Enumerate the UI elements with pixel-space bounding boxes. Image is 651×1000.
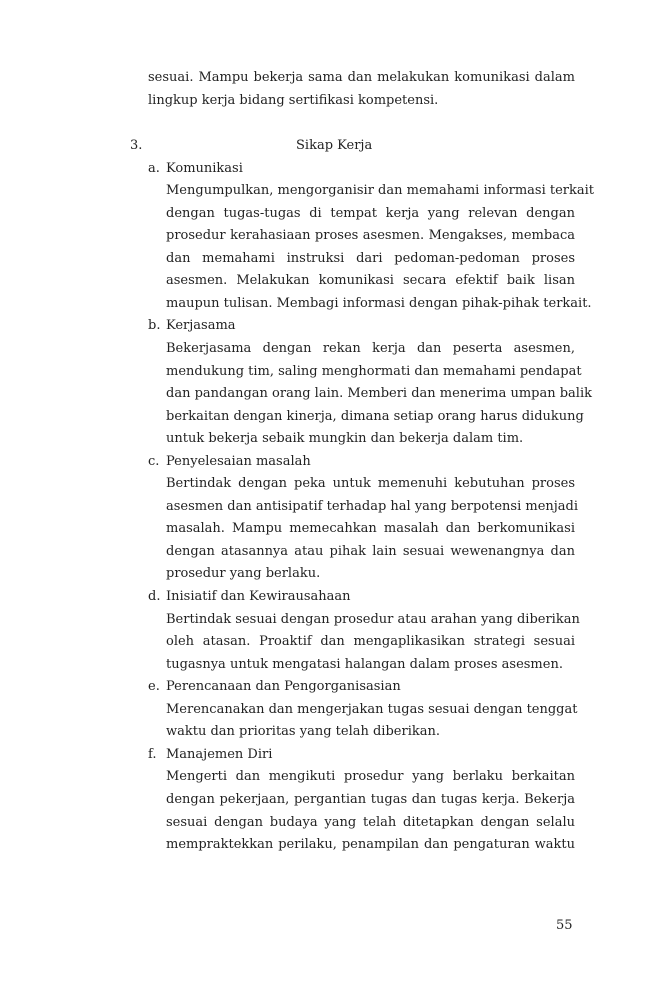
item-title: Kerjasama xyxy=(166,318,236,334)
item-heading xyxy=(0,451,651,474)
item-title: Komunikasi xyxy=(166,160,243,176)
paragraph-line: dan memahami instruksi dari pedoman-pedoman proses xyxy=(166,250,575,266)
paragraph-line: dengan tugas-tugas di tempat kerja yang relevan dengan xyxy=(166,205,575,221)
item-title: Penyelesaian masalah xyxy=(166,453,311,469)
paragraph-line: asesmen dan antisipatif terhadap hal yang berpotensi menjadi xyxy=(166,498,579,514)
paragraph-line: mempraktekkan perilaku, penampilan dan pengaturan waktu xyxy=(166,837,575,853)
item-letter: a. xyxy=(148,160,160,176)
paragraph-line: Bekerjasama dengan rekan kerja dan peserta asesmen, xyxy=(166,341,575,357)
paragraph-line: Bertindak sesuai dengan prosedur atau arahan yang diberikan xyxy=(166,611,580,627)
paragraph-line: oleh atasan. Proaktif dan mengaplikasikan strategi sesuai xyxy=(166,634,575,650)
paragraph-line: prosedur kerahasiaan proses asesmen. Mengakses, membaca xyxy=(166,228,575,244)
paragraph-line: masalah. Mampu memecahkan masalah dan berkomunikasi xyxy=(166,521,575,537)
page-number: 55 xyxy=(556,918,573,933)
section-title: Sikap Kerja xyxy=(296,138,373,154)
item-heading xyxy=(0,744,651,767)
paragraph-line: Merencanakan dan mengerjakan tugas sesuai dengan tenggat xyxy=(166,701,578,717)
item-heading xyxy=(0,158,651,181)
item-letter: d. xyxy=(148,589,161,605)
section-number: 3. xyxy=(130,138,143,154)
paragraph-line: Mengumpulkan, mengorganisir dan memahami informasi terkait xyxy=(166,183,595,199)
item-heading xyxy=(0,315,651,338)
item-title: Perencanaan dan Pengorganisasian xyxy=(166,679,401,695)
paragraph-line: dengan atasannya atau pihak lain sesuai wewenangnya dan xyxy=(166,543,575,559)
item-letter: e. xyxy=(148,679,160,695)
section-heading xyxy=(0,135,651,158)
paragraph-line: prosedur yang berlaku. xyxy=(166,566,321,582)
paragraph-line: berkaitan dengan kinerja, dimana setiap orang harus didukung xyxy=(166,408,584,424)
item-heading xyxy=(0,586,651,609)
paragraph-line: untuk bekerja sebaik mungkin dan bekerja dalam tim. xyxy=(166,431,524,447)
item-heading xyxy=(0,676,651,699)
paragraph-line: tugasnya untuk mengatasi halangan dalam proses asesmen. xyxy=(166,656,563,672)
paragraph-line: sesuai dengan budaya yang telah ditetapkan dengan selalu xyxy=(166,814,575,830)
paragraph-line: dan pandangan orang lain. Memberi dan menerima umpan balik xyxy=(166,386,593,402)
paragraph-line: mendukung tim, saling menghormati dan memahami pendapat xyxy=(166,363,582,379)
document-body xyxy=(0,67,651,857)
paragraph-line: asesmen. Melakukan komunikasi secara efektif baik lisan xyxy=(166,273,575,289)
paragraph-line: Mengerti dan mengikuti prosedur yang berlaku berkaitan xyxy=(166,769,575,785)
paragraph-line: dengan pekerjaan, pergantian tugas dan tugas kerja. Bekerja xyxy=(166,791,575,807)
paragraph-line: Bertindak dengan peka untuk memenuhi kebutuhan proses xyxy=(166,476,575,492)
paragraph-line: maupun tulisan. Membagi informasi dengan pihak-pihak terkait. xyxy=(166,295,592,311)
item-title: Inisiatif dan Kewirausahaan xyxy=(166,589,351,605)
item-title: Manajemen Diri xyxy=(166,746,273,762)
paragraph-line: waktu dan prioritas yang telah diberikan. xyxy=(166,724,440,740)
intro-line: lingkup kerja bidang sertifikasi kompetensi. xyxy=(148,92,439,108)
item-letter: c. xyxy=(148,453,160,469)
item-letter: f. xyxy=(148,746,157,762)
intro-line: sesuai. Mampu bekerja sama dan melakukan komunikasi dalam xyxy=(148,70,575,85)
item-letter: b. xyxy=(148,318,161,334)
